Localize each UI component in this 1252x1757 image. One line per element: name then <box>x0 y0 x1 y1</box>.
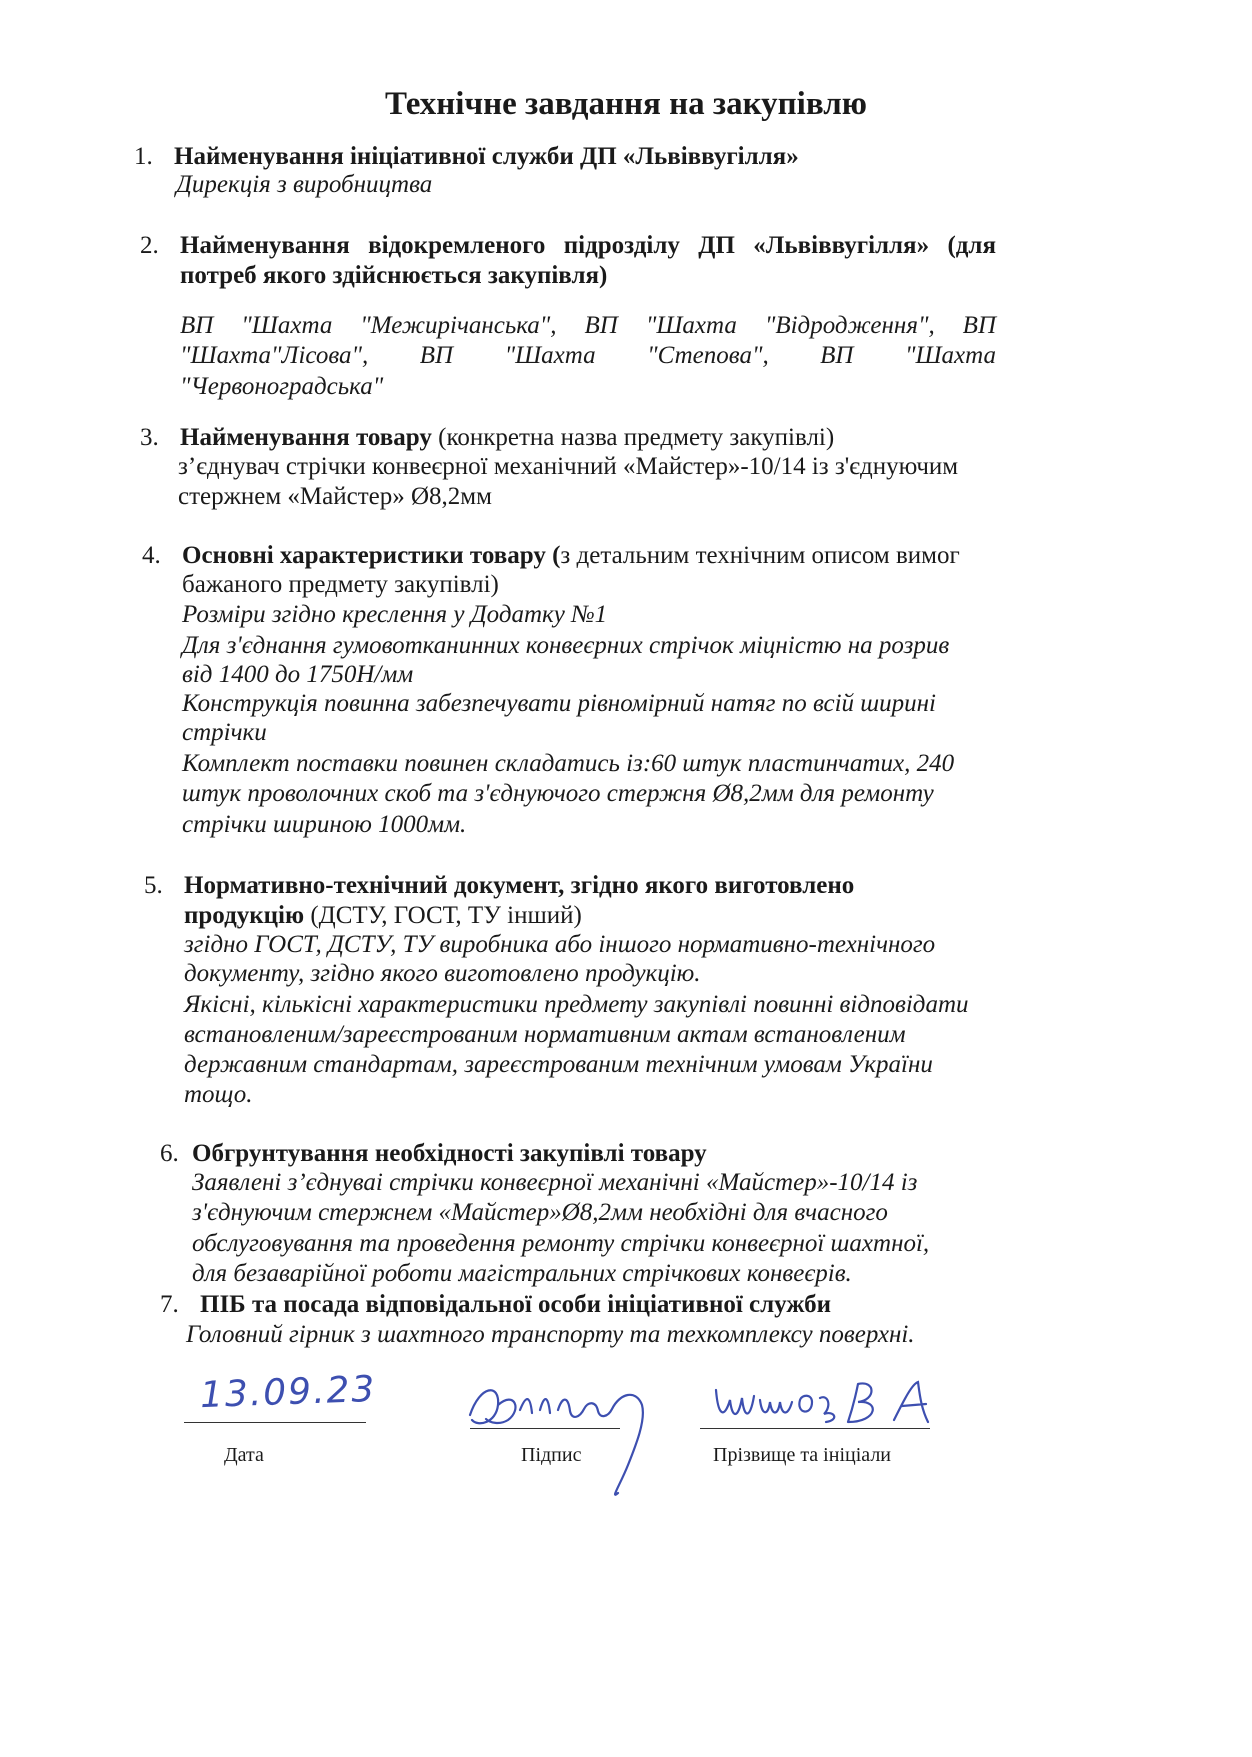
section-2-body-line-2: "Шахта"Лісова", ВП "Шахта "Степова", ВП "Шахта <box>180 342 996 369</box>
section-1-body: Дирекція з виробництва <box>176 171 433 198</box>
section-7-heading: ПІБ та посада відповідальної особи ініціативної служби <box>200 1291 832 1318</box>
section-5-number: 5. <box>144 872 163 899</box>
section-4-body-line: стрічки <box>182 719 267 746</box>
section-5-heading-line-2 <box>184 902 582 930</box>
section-5-heading-text: продукцію <box>184 902 305 929</box>
section-3-heading <box>180 424 834 452</box>
section-5-heading-note: (ДСТУ, ГОСТ, ТУ інший) <box>304 902 582 929</box>
section-4-heading-note: з детальним технічним описом вимог <box>560 542 960 569</box>
signature-underline <box>470 1428 620 1429</box>
section-4-body-line: Розміри згідно креслення у Додатку №1 <box>182 601 608 628</box>
section-5-heading-line-1: Нормативно-технічний документ, згідно якого виготовлено <box>184 872 855 899</box>
section-6-body-line: обслуговування та проведення ремонту стрічки конвеєрної шахтної, <box>192 1230 930 1257</box>
section-6-body-line: для безаварійної роботи магістральних стрічкових конвеєрів. <box>192 1260 852 1287</box>
section-2-number: 2. <box>140 232 159 259</box>
section-4-body-line: Конструкція повинна забезпечувати рівномірний натяг по всій ширині <box>182 690 936 717</box>
signature-mark <box>460 1365 680 1505</box>
section-4-number: 4. <box>142 542 161 569</box>
section-4-body-line: Комплект поставки повинен складатись із:60 штук пластинчатих, 240 <box>182 750 955 777</box>
date-underline <box>184 1422 366 1423</box>
section-2-heading-line-1: Найменування відокремленого підрозділу ДП «Львіввугілля» (для <box>180 232 996 259</box>
handwritten-date: 13.09.23 <box>199 1368 377 1417</box>
section-2-heading-line-2: потреб якого здійснюється закупівля) <box>180 262 608 289</box>
section-5-body-line: документу, згідно якого виготовлено продукцію. <box>184 960 701 987</box>
section-4-body-line: Для з'єднання гумовотканинних конвеєрних стрічок міцністю на розрив <box>182 632 950 659</box>
section-3-body-line-1: з’єднувач стрічки конвеєрної механічний «Майстер»-10/14 із з'єднуючим <box>178 453 959 480</box>
section-1-heading: Найменування ініціативної служби ДП «Львіввугілля» <box>174 143 799 170</box>
section-5-body-line: згідно ГОСТ, ДСТУ, ТУ виробника або іншого нормативно-технічного <box>184 931 936 958</box>
section-5-body-line: державним стандартам, зареєстрованим технічним умовам України <box>184 1051 933 1078</box>
section-4-body-line: стрічки шириною 1000мм. <box>182 811 467 838</box>
date-caption: Дата <box>224 1444 264 1466</box>
section-2-body-line-1: ВП "Шахта "Межирічанська", ВП "Шахта "Відродження", ВП <box>180 312 996 339</box>
surname-underline <box>700 1428 930 1429</box>
section-7-body: Головний гірник з шахтного транспорту та техкомплексу поверхні. <box>186 1321 915 1348</box>
section-5-body-line: Якісні, кількісні характеристики предмету закупівлі повинні відповідати <box>184 991 969 1018</box>
handwritten-surname <box>708 1370 948 1440</box>
section-6-body-line: з'єднуючим стержнем «Майстер»Ø8,2мм необхідні для вчасного <box>192 1199 888 1226</box>
section-3-heading-text: Найменування товару <box>180 424 432 451</box>
section-4-heading <box>182 542 960 570</box>
section-1-number: 1. <box>134 143 153 170</box>
section-6-body-line: Заявлені з’єднуваі стрічки конвеєрної механічні «Майстер»-10/14 із <box>192 1169 918 1196</box>
surname-caption: Прізвище та ініціали <box>713 1444 891 1466</box>
section-5-body-line: тощо. <box>184 1081 253 1108</box>
signature-caption: Підпис <box>521 1444 582 1466</box>
section-4-heading-line-2: бажаного предмету закупівлі) <box>182 571 499 598</box>
section-4-body-line: штук проволочних скоб та з'єднуючого стержня Ø8,2мм для ремонту <box>182 780 934 807</box>
section-7-number: 7. <box>160 1291 179 1318</box>
section-3-heading-note: (конкретна назва предмету закупівлі) <box>431 424 835 451</box>
section-2-body-line-3: "Червоноградська" <box>180 373 384 400</box>
section-4-heading-text: Основні характеристики товару ( <box>182 542 561 569</box>
section-6-heading: Обгрунтування необхідності закупівлі товару <box>192 1140 707 1167</box>
section-3-number: 3. <box>140 424 159 451</box>
section-3-body-line-2: стержнем «Майстер» Ø8,2мм <box>178 483 492 510</box>
document-title: Технічне завдання на закупівлю <box>385 86 867 122</box>
section-6-number: 6. <box>160 1140 179 1167</box>
section-4-body-line: від 1400 до 1750Н/мм <box>182 661 414 688</box>
section-5-body-line: встановленим/зареєстрованим нормативним актам встановленим <box>184 1021 906 1048</box>
